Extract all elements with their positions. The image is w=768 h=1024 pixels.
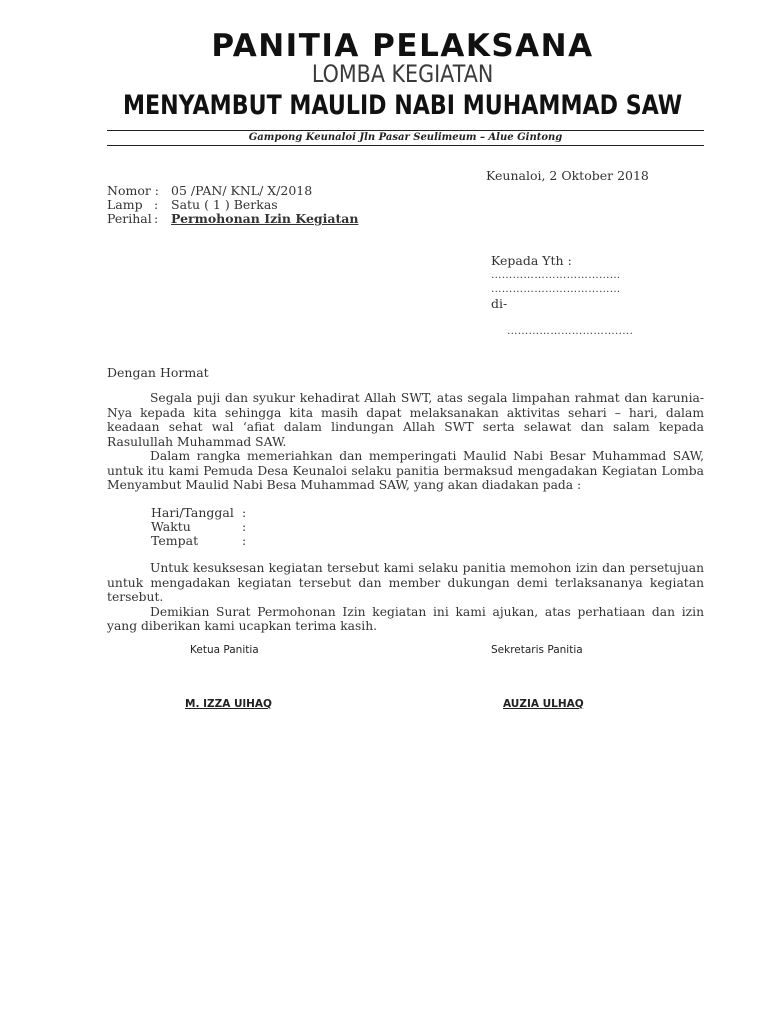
schedule-time-separator: :: [242, 519, 247, 534]
signature-left-name: M. IZZA UlHAQ: [185, 698, 272, 710]
header-rule-bottom: [107, 145, 704, 146]
paragraph-opening: Segala puji dan syukur kehadirat Allah SWT, atas segala limpahan rahmat dan karunia-Nya kepada kita sehingga kita masih dapat melaksanakan aktivitas sehari – hari, dalam keadaan sehat wal ‘afiat dalam lindungan Allah SWT serta selawat dan salam kepada Rasulullah Muhammad SAW.: [107, 391, 704, 449]
signature-right-name: AUZIA ULHAQ: [503, 698, 584, 710]
recipient-line-2: ………………………………: [491, 283, 621, 295]
nomor-label: Nomor :: [107, 183, 160, 198]
paragraph-purpose: Dalam rangka memeriahkan dan memperingati Maulid Nabi Besar Muhammad SAW, untuk itu kami Pemuda Desa Keunaloi selaku panitia bermaksud mengadakan Kegiatan Lomba Menyambut Maulid Nabi Besa Muhammad SAW, yang akan diadakan pada :: [107, 449, 704, 492]
letterhead-event: MENYAMBUT MAULID NABI MUHAMMAD SAW: [122, 90, 683, 121]
nomor-value: 05 /PAN/ KNL/ X/2018: [171, 183, 313, 198]
recipient-label: Kepada Yth :: [491, 253, 572, 268]
place-date: Keunaloi, 2 Oktober 2018: [486, 168, 649, 183]
signature-right-title: Sekretaris Panitia: [491, 644, 583, 656]
perihal-row: [107, 211, 358, 226]
body-block-1: [107, 391, 704, 493]
schedule-place-label: Tempat: [151, 533, 199, 548]
letterhead-address: Gampong Keunaloi Jln Pasar Seulimeum – Alue Gintong: [248, 132, 563, 143]
paragraph-request: Untuk kesuksesan kegiatan tersebut kami selaku panitia memohon izin dan persetujuan untuk mengadakan kegiatan tersebut dan member dukungan demi terlaksananya kegiatan tersebut.: [107, 561, 704, 604]
perihal-label: Perihal: [107, 211, 152, 226]
body-block-2: [107, 561, 704, 634]
perihal-separator: :: [154, 211, 159, 226]
lamp-separator: :: [154, 197, 159, 212]
recipient-di: di-: [491, 296, 508, 311]
header-rule-top: [107, 130, 704, 131]
schedule-day-separator: :: [242, 505, 247, 520]
recipient-line-3: ………………………….....: [507, 325, 634, 337]
schedule-place-separator: :: [242, 533, 247, 548]
schedule-time-row: [151, 519, 246, 534]
paragraph-closing: Demikian Surat Permohonan Izin kegiatan ini kami ajukan, atas perhatiaan dan izin yang diberikan kami ucapkan terima kasih.: [107, 604, 704, 633]
recipient-line-1: ………………………………: [491, 269, 621, 281]
schedule-time-label: Waktu: [151, 519, 191, 534]
schedule-day-label: Hari/Tanggal: [151, 505, 234, 520]
lamp-label: Lamp: [107, 197, 143, 212]
perihal-value: Permohonan Izin Kegiatan: [171, 211, 359, 226]
lamp-value: Satu ( 1 ) Berkas: [171, 197, 278, 212]
schedule-day-row: [151, 505, 246, 520]
nomor-row: [107, 183, 312, 198]
schedule-place-row: [151, 533, 246, 548]
greeting: Dengan Hormat: [107, 365, 209, 380]
lamp-row: [107, 197, 278, 212]
signature-left-title: Ketua Panitia: [190, 644, 259, 656]
letterhead-subtitle: LOMBA KEGIATAN: [311, 60, 494, 88]
letterhead-title: PANITIA PELAKSANA: [211, 28, 594, 64]
